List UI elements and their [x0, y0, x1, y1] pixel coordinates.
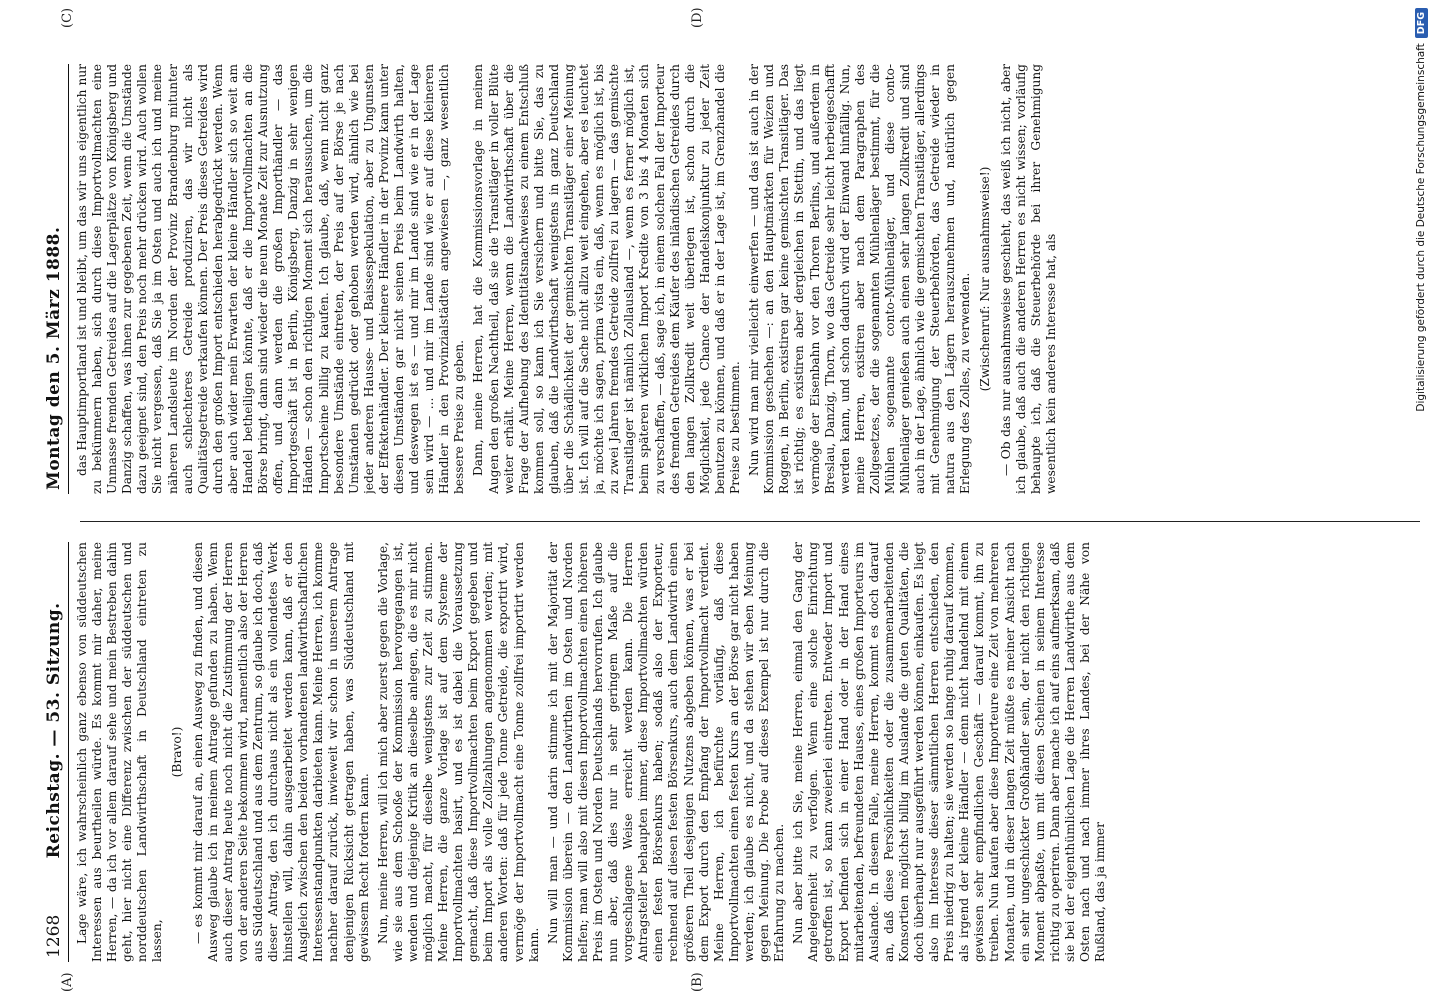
paragraph: — Ob das nur ausnahmsweise geschieht, das weiß ich nicht, aber ich glaube, daß auch die anderen Herren es nicht wissen; vorläufig behaupte ich, daß die Steuerbehörde bei ihrer Genehmigung wesentlich kein anderes Interesse hat, als	[998, 64, 1058, 494]
right-text-column	[0, 64, 1432, 494]
right-column-body	[75, 64, 1059, 494]
interjection: (Bravo!)	[169, 726, 184, 778]
left-column-body	[75, 542, 1108, 962]
paragraph: Nun will man — und darin stimme ich mit der Majorität der Kommission überein — den Landwirthen im Osten und Norden helfen; man will also mit diesen Importvollmachten einen höheren Preis im Osten und Norden Deutschlands hervorrufen. Ich glaube nun aber, daß dies nur in sehr geringem Maße auf die vorgeschlagene Weise erreicht werden kann. Die Herren Antragsteller behaupten immer, diese Importvollmachten würden einen festen Börsenkurs haben; sodaß also der Exporteur, rechnend auf diesen festen Börsenkurs, auch dem Landwirth einen größeren Theil desjenigen Nutzens abgeben können, was er bei dem Export durch den Empfang der Importvollmacht verdient. Meine Herren, ich befürchte vorläufig, daß diese Importvollmachten einen festen Kurs an der Börse gar nicht haben werden; ich glaube es nicht, und da stehen wir eben Meinung gegen Meinung. Die Probe auf dieses Exempel ist nur durch die Erfahrung zu machen.	[545, 542, 787, 962]
digitization-credit	[1410, 0, 1432, 1000]
column-divider	[80, 521, 1420, 522]
margin-letter-b: (B)	[690, 972, 705, 992]
paragraph: Lage wäre, ich wahrscheinlich ganz ebenso von süddeutschen Interessen aus beurtheilen würde. Es kommt mir daher, meine Herren, — da ich vor allem darauf sehe und mein Bestreben dahin geht, hier nicht eine Differenz zwischen der süddeutschen und norddeutschen Landwirthschaft in Deutschland eintreten zu lassen,	[75, 542, 165, 962]
left-text-column	[0, 542, 1432, 962]
session-date: Montag den 5. März 1888.	[44, 226, 64, 490]
paragraph: Dann, meine Herren, hat die Kommissionsvorlage in meinen Augen den großen Nachtheil, daß sie die Transitläger in voller Blüte weiter erhält. Meine Herren, wenn die Landwirthschaft über die Frage der Aufhebung des Identitätsnachweises zu einem Entschluß kommen soll, so kann ich Sie versichern und bitte Sie, das zu glauben, daß die Landwirthschaft wenigstens in ganz Deutschland über die Schädlichkeit der gemischten Transitläger einer Meinung ist. Ich will auf die Sache nicht allzu weit eingehen, aber es leuchtet ja, möchte ich sagen, prima vista ein, daß, wenn es möglich ist, bis zu zwei Jahren fremdes Getreide zollfrei zu lagern — das gemischte Transitlager ist nämlich Zollausland —, wenn es ferner möglich ist, beim späteren wirklichen Import Kredite von 3 bis 4 Monaten sich zu verschaffen, — daß, sage ich, in einem solchen Fall der Importeur des fremden Getreides dem Käufer des inländischen Getreides durch den langen Zollkredit weit überlegen ist, schon durch die Möglichkeit, jede Chance der Handelskonjunktur zu jeder Zeit benutzen zu können, und daß er in der Lage ist, im Grenzhandel die Preise zu bestimmen.	[471, 64, 743, 494]
margin-letter-a: (A)	[60, 972, 75, 992]
session-title: Reichstag. — 53. Sitzung.	[44, 602, 64, 859]
dfg-logo: DFG	[1415, 8, 1428, 38]
credit-text: Digitalisierung gefördert durch die Deutsche Forschungsgemeinschaft	[1415, 43, 1427, 412]
margin-letter-d: (D)	[690, 7, 705, 28]
paragraph: — es kommt mir darauf an, einen Ausweg zu finden, und diesen Ausweg glaube ich in meinem Antrage gefunden zu haben. Wenn auch dieser Antrag heute noch nicht die Zustimmung der Herren von der anderen Seite bekommen wird, namentlich also der Herren aus Süddeutschland und aus dem Zentrum, so glaube ich doch, daß dieser Antrag, den ich durchaus nicht als ein vollendetes Werk hinstellen will, dahin ausgearbeitet werden kann, daß er den Ausgleich zwischen den beiden vorhandenen landwirthschaftlichen Interessenstandpunkten darbieten kann. Meine Herren, ich komme nachher darauf zurück, inwieweit wir schon in unserem Antrage denjenigen Rücksicht getragen haben, was Süddeutschland mit gewissem Recht fordern kann.	[190, 542, 371, 962]
interjection: (Zwischenruf: Nur ausnahmsweise!)	[977, 166, 992, 392]
page-number: 1268	[44, 914, 64, 958]
paragraph: Nun, meine Herren, will ich mich aber zuerst gegen die Vorlage, wie sie aus dem Schooße der Kommission hervorgegangen ist, wenden und diejenige Kritik an dieselbe anlegen, die es mir nicht möglich macht, für dieselbe wenigstens zur Zeit zu stimmen. Meine Herren, die ganze Vorlage ist auf dem Systeme der Importvollmachten basirt, und es ist dabei die Voraussetzung gemacht, daß diese Importvollmachten beim Export gegeben und beim Import als volle Zollzahlungen angenommen werden; mit anderen Worten: daß für jede Tonne Getreide, die exportirt wird, vermöge der Importvollmacht eine Tonne zollfrei importirt werden kann.	[375, 542, 541, 962]
paragraph: Nun wird man mir vielleicht einwerfen — und das ist auch in der Kommission geschehen —: an den Hauptmärkten für Weizen und Roggen, in Berlin, existiren gar keine gemischten Transitläger. Das ist richtig; es existiren aber dergleichen in Stettin, und das liegt vermöge der Eisenbahn vor den Thoren Berlins, und außerdem in Breslau, Danzig, Thorn, wo das Getreide sehr leicht herbeigeschafft werden kann, und schon dadurch wird der Einwand hinfällig. Nun, meine Herren, existiren aber nach dem Paragraphen des Zollgesetzes, der die sogenannten Mühlenläger bestimmt, für die Mühlen sogenannte conto-Mühlenläger, und diese conto-Mühlenläger genießen auch einen sehr langen Zollkredit und sind auch in der Lage, ähnlich wie die gemischten Transitläger, allerdings mit Genehmigung der Steuerbehörden, das Getreide wieder in natura aus den Lägern herauszunehmen und, natürlich gegen Erlegung des Zolles, zu verwenden.	[747, 64, 973, 494]
left-page-header	[0, 542, 69, 962]
margin-letter-c: (C)	[60, 7, 75, 28]
paragraph: Nun aber bitte ich Sie, meine Herren, einmal den Gang der Angelegenheit zu verfolgen. Wenn eine solche Einrichtung getroffen ist, so kann zweierlei eintreten. Entweder Import und Export befinden sich in einer Hand oder in der Hand eines mitarbeitenden, befreundeten Hauses, eines großen Importeurs im Auslande. In diesem Falle, meine Herren, kommt es doch darauf an, daß diese Persönlichkeiten oder die zusammenarbeitenden Konsortien möglichst billig im Auslande die guten Qualitäten, die doch überhaupt nur ausgeführt werden können, einkaufen. Es liegt also im Interesse dieser sämmtlichen Herren entschieden, den Preis niedrig zu halten; sie werden so lange ruhig darauf kommen, als irgend der kleine Händler — denn nicht handelnd mit einem gewissen sehr empfindlichen Geschäft — darauf kommt, ihn zu treiben. Nun kaufen aber diese Importeure eine Zeit von mehreren Monaten, und in dieser langen Zeit müßte es meiner Ansicht nach ein sehr ungeschickter Großhändler sein, der nicht den richtigen Moment abpaßte, um mit diesen Scheinen in seinem Interesse richtig zu operiren. Dann aber mache ich auf eins aufmerksam, daß sie bei der eigenthümlichen Lage die Herren Landwirthe aus dem Osten nach und nach immer ihres Landes, bei der Nähe von Rußland, das ja immer	[791, 542, 1108, 962]
right-page-header	[0, 64, 69, 494]
paragraph: das Hauptimportland ist und bleibt, um das wir uns eigentlich nur zu bekümmern haben, sich durch diese Importvollmachten eine Unmasse fremden Getreides auf die Lagerplätze von Königsberg und Danzig schaffen, was ihnen zur gegebenen Zeit, wenn die Umstände dazu geeignet sind, den Preis noch mehr drücken wird. Auch wollen Sie nicht vergessen, daß Sie ja im Osten und auch ich und meine näheren Landsleute im Norden der Provinz Brandenburg mitunter auch schlechteres Getreide produziren, das wir nicht als Qualitätsgetreide verkaufen können. Der Preis dieses Getreides wird durch den großen Import entschieden herabgedrückt werden. Wenn aber auch wider mein Erwarten der kleine Händler sich so weit am Handel betheiligen könnte, daß er die Importvollmachten an die Börse bringt, dann sind wieder die neun Monate Zeit zur Ausnutzung offen, und dann werden die großen Importhändler — das Importgeschäft ist in Berlin, Königsberg, Danzig in sehr wenigen Händen — schon den richtigen Moment sich heraussuchen, um die Importscheine billig zu kaufen. Ich glaube, daß, wenn nicht ganz besondere Umstände eintreten, der Preis auf der Börse je nach Umständen gedrückt oder gehoben werden wird, ähnlich wie bei jeder anderen Hausse- und Baissespekulation, aber zu Ungunsten der Effektenhändler. Der kleinere Händler in der Provinz kann unter diesen Umständen gar nicht seinen Preis beim Landwirth halten, und deswegen ist es — und mir im Lande sind wie er in der Lage sein wird — ... und mir im Lande sind wie er auf diese kleineren Händler in den Provinzialstädten angewiesen —, ganz wesentlich bessere Preise zu geben.	[75, 64, 467, 494]
